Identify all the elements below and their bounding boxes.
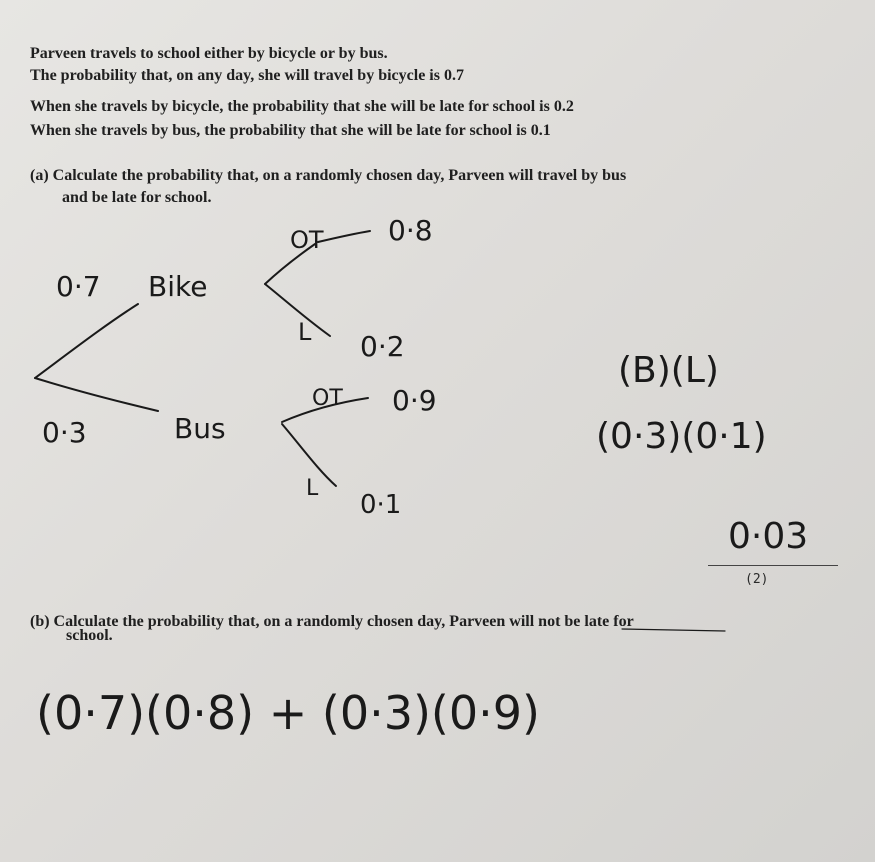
part-a-marks: (2) xyxy=(745,572,769,587)
part-a-answer: 0·03 xyxy=(728,516,809,557)
bike-late-label: L xyxy=(298,318,312,346)
bus-ontime-probability: 0·9 xyxy=(392,384,437,417)
part-a-question-line-2: and be late for school. xyxy=(62,189,212,206)
bus-branch xyxy=(35,378,158,411)
bike-label: Bike xyxy=(148,270,208,303)
bus-ontime-label: OT xyxy=(312,386,343,411)
part-a-question-line-1: (a) Calculate the probability that, on a randomly chosen day, Parveen will travel by bus xyxy=(30,167,627,184)
not-be-late-underline xyxy=(622,629,725,631)
bus-late-probability: 0·1 xyxy=(360,490,402,520)
bus-label: Bus xyxy=(174,412,226,445)
part-b-question-line-2: school. xyxy=(66,627,113,644)
bike-branch xyxy=(35,304,138,378)
bus-probability: 0·3 xyxy=(42,416,87,449)
part-a-events: (B)(L) xyxy=(618,350,719,391)
bike-ontime-label: OT xyxy=(290,226,324,254)
part-b-expression: (0·7)(0·8) + (0·3)(0·9) xyxy=(36,686,540,740)
bike-probability: 0·7 xyxy=(56,270,101,303)
intro-line-3: When she travels by bicycle, the probability that she will be late for school is 0.2 xyxy=(30,98,574,115)
intro-line-4: When she travels by bus, the probability that she will be late for school is 0.1 xyxy=(30,122,551,139)
bike-ontime-probability: 0·8 xyxy=(388,214,433,247)
part-b-question-line-1: (b) Calculate the probability that, on a randomly chosen day, Parveen will not be late for xyxy=(30,613,634,630)
bus-late-label: L xyxy=(306,476,319,501)
bike-late-probability: 0·2 xyxy=(360,330,405,363)
intro-line-1: Parveen travels to school either by bicycle or by bus. xyxy=(30,45,388,62)
part-a-product: (0·3)(0·1) xyxy=(596,416,767,457)
bike-ontime-tail xyxy=(318,231,370,242)
intro-line-2: The probability that, on any day, she will travel by bicycle is 0.7 xyxy=(30,67,464,84)
